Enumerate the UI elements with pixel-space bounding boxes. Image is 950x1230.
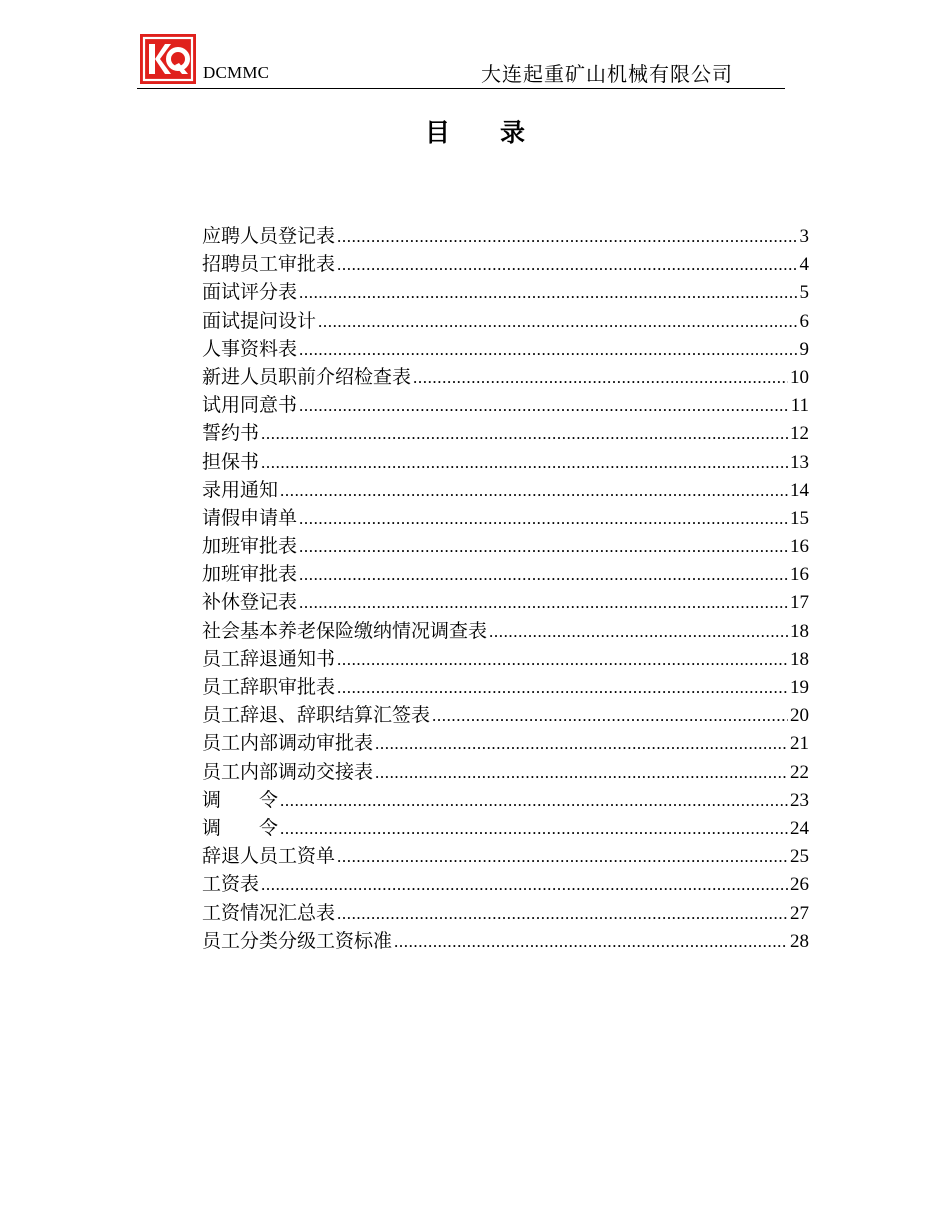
toc-entry-label: 员工辞退、辞职结算汇签表 (202, 704, 431, 727)
toc-entry-page: 9 (799, 338, 809, 360)
title-char-2: 录 (500, 118, 526, 147)
toc-entry[interactable] (202, 476, 809, 504)
toc-leader-dots (432, 702, 788, 730)
toc-leader-dots (337, 251, 797, 279)
toc-entry[interactable] (202, 335, 809, 363)
toc-entry-page: 25 (790, 846, 809, 868)
toc-leader-dots (299, 336, 797, 364)
toc-leader-dots (337, 900, 788, 928)
toc-entry[interactable] (202, 786, 809, 814)
toc-leader-dots (318, 308, 797, 336)
toc-leader-dots (280, 787, 788, 815)
toc-leader-dots (299, 533, 788, 561)
toc-entry-label: 补休登记表 (202, 591, 298, 614)
toc-entry-page: 18 (790, 648, 809, 670)
brand-name: DCMMC (203, 63, 270, 82)
title-char-1: 目 (424, 118, 450, 147)
toc-entry-page: 23 (790, 789, 809, 811)
toc-entry[interactable] (202, 814, 809, 842)
toc-entry-label: 员工分类分级工资标准 (202, 929, 393, 952)
toc-entry-page: 5 (799, 282, 809, 304)
toc-entry[interactable] (202, 588, 809, 616)
toc-leader-dots (299, 392, 789, 420)
toc-entry[interactable] (202, 899, 809, 927)
toc-entry-label: 调 令 (202, 816, 279, 839)
toc-entry-page: 12 (790, 423, 809, 445)
toc-leader-dots (280, 815, 788, 843)
company-logo-icon (140, 34, 196, 84)
toc-entry-page: 16 (790, 564, 809, 586)
toc-entry[interactable] (202, 278, 809, 306)
toc-leader-dots (375, 759, 788, 787)
toc-entry-label: 辞退人员工资单 (202, 845, 336, 868)
toc-entry[interactable] (202, 645, 809, 673)
table-of-contents (202, 222, 809, 955)
toc-entry-page: 28 (790, 930, 809, 952)
toc-entry-label: 试用同意书 (202, 394, 298, 417)
toc-entry-label: 加班审批表 (202, 535, 298, 558)
toc-leader-dots (337, 223, 797, 251)
toc-entry[interactable] (202, 222, 809, 250)
toc-leader-dots (375, 730, 788, 758)
toc-leader-dots (261, 871, 788, 899)
toc-entry-page: 14 (790, 479, 809, 501)
toc-entry-label: 社会基本养老保险缴纳情况调查表 (202, 619, 488, 642)
toc-entry-label: 员工内部调动审批表 (202, 732, 374, 755)
toc-entry[interactable] (202, 842, 809, 870)
toc-entry-label: 招聘员工审批表 (202, 253, 336, 276)
toc-entry-label: 工资表 (202, 873, 260, 896)
toc-leader-dots (413, 364, 788, 392)
toc-entry-page: 26 (790, 874, 809, 896)
toc-leader-dots (489, 618, 788, 646)
toc-entry-label: 录用通知 (202, 478, 279, 501)
toc-leader-dots (299, 589, 788, 617)
toc-entry-label: 誓约书 (202, 422, 260, 445)
toc-entry[interactable] (202, 729, 809, 757)
toc-entry-page: 17 (790, 592, 809, 614)
toc-entry[interactable] (202, 391, 809, 419)
toc-entry-page: 16 (790, 536, 809, 558)
toc-leader-dots (394, 928, 788, 956)
toc-entry[interactable] (202, 701, 809, 729)
toc-entry[interactable] (202, 617, 809, 645)
toc-leader-dots (337, 674, 788, 702)
toc-entry-label: 请假申请单 (202, 506, 298, 529)
toc-entry[interactable] (202, 307, 809, 335)
toc-entry-page: 11 (790, 395, 809, 417)
company-name: 大连起重矿山机械有限公司 (481, 62, 733, 86)
toc-entry[interactable] (202, 870, 809, 898)
toc-leader-dots (261, 449, 788, 477)
toc-leader-dots (337, 843, 788, 871)
toc-leader-dots (337, 646, 788, 674)
toc-entry-page: 22 (790, 761, 809, 783)
toc-entry-label: 员工内部调动交接表 (202, 760, 374, 783)
toc-entry-page: 6 (799, 310, 809, 332)
toc-entry-label: 调 令 (202, 788, 279, 811)
toc-entry-page: 19 (790, 677, 809, 698)
toc-entry-label: 人事资料表 (202, 337, 298, 360)
toc-entry-page: 13 (790, 451, 809, 473)
page-title (0, 113, 950, 149)
toc-entry-page: 10 (790, 366, 809, 388)
toc-entry[interactable] (202, 504, 809, 532)
toc-entry[interactable] (202, 560, 809, 588)
toc-leader-dots (299, 505, 788, 533)
toc-entry[interactable] (202, 419, 809, 447)
toc-entry[interactable] (202, 363, 809, 391)
toc-entry-label: 加班审批表 (202, 563, 298, 586)
toc-entry[interactable] (202, 927, 809, 955)
toc-leader-dots (299, 561, 788, 589)
toc-entry-page: 20 (790, 705, 809, 727)
toc-leader-dots (299, 279, 797, 307)
toc-entry-page: 18 (790, 620, 809, 642)
toc-entry[interactable] (202, 758, 809, 786)
toc-leader-dots (261, 420, 788, 448)
toc-entry-label: 面试评分表 (202, 281, 298, 304)
toc-entry-page: 24 (790, 817, 809, 839)
toc-entry[interactable] (202, 448, 809, 476)
toc-entry-page: 4 (799, 254, 809, 276)
toc-entry-label: 员工辞职审批表 (202, 676, 336, 698)
toc-entry-label: 工资情况汇总表 (202, 901, 336, 924)
toc-entry-page: 21 (790, 733, 809, 755)
toc-entry[interactable] (202, 250, 809, 278)
toc-entry[interactable] (202, 673, 809, 701)
toc-entry-label: 面试提问设计 (202, 309, 317, 332)
toc-entry-label: 应聘人员登记表 (202, 225, 336, 247)
toc-entry-page: 3 (799, 226, 809, 247)
toc-entry-label: 担保书 (202, 450, 260, 473)
toc-entry-label: 新进人员职前介绍检查表 (202, 365, 412, 388)
toc-entry-page: 27 (790, 902, 809, 924)
toc-leader-dots (280, 477, 788, 505)
toc-entry-label: 员工辞退通知书 (202, 647, 336, 670)
page-header (137, 30, 785, 89)
toc-entry-page: 15 (790, 507, 809, 529)
toc-entry[interactable] (202, 532, 809, 560)
